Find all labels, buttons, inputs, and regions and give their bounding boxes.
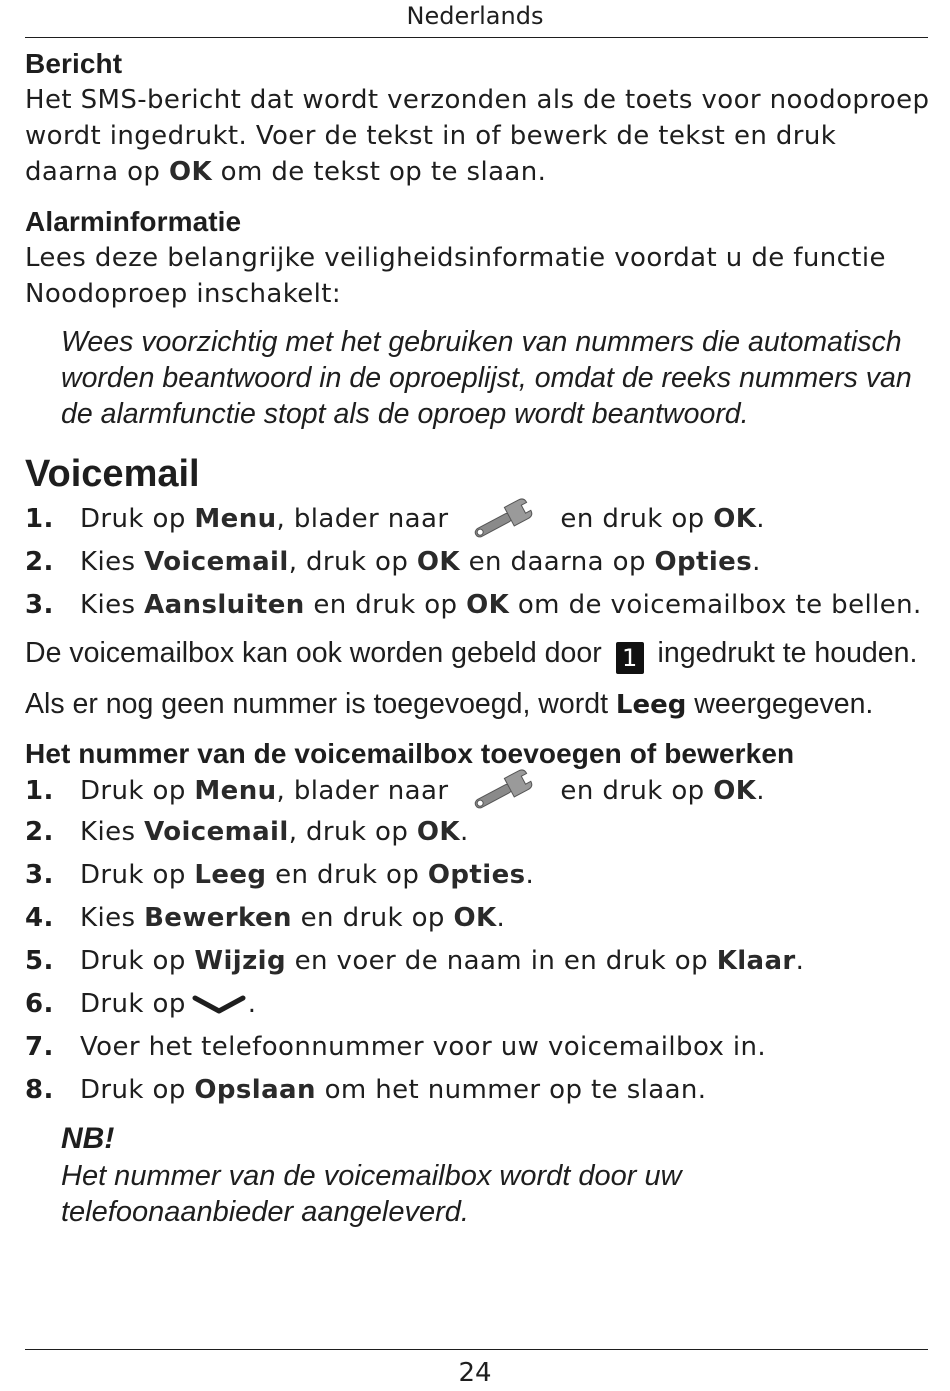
step-text: Druk op	[80, 989, 186, 1019]
step-text: en daarna op	[459, 547, 655, 577]
list-item	[25, 541, 930, 584]
opslaan-keyword: Opslaan	[194, 1075, 316, 1105]
klaar-keyword: Klaar	[716, 946, 796, 976]
ok-keyword: OK	[453, 903, 497, 933]
step-text: Druk op	[80, 946, 195, 976]
chevron-down-icon	[192, 995, 246, 1015]
step-text: .	[459, 817, 469, 847]
hold-text-1: De voicemailbox kan ook worden gebeld door	[25, 637, 610, 669]
empty-number-paragraph	[25, 686, 930, 723]
list-item	[25, 584, 930, 627]
list-item	[25, 897, 930, 940]
step-number: 8.	[25, 1075, 54, 1105]
list-item	[25, 811, 930, 854]
list-item	[25, 1069, 930, 1112]
step-text: Druk op	[80, 860, 195, 890]
step-number: 3.	[25, 590, 54, 620]
menu-keyword: Menu	[194, 504, 277, 534]
step-text: , druk op	[288, 547, 417, 577]
ok-keyword: OK	[713, 504, 757, 534]
voicemail-heading: Voicemail	[25, 453, 200, 495]
aansluiten-keyword: Aansluiten	[144, 590, 305, 620]
header-divider	[25, 37, 928, 38]
step-text: , druk op	[288, 817, 417, 847]
nb-heading: NB!	[61, 1122, 115, 1155]
step-number: 5.	[25, 946, 54, 976]
list-item	[25, 1026, 930, 1069]
ok-keyword: OK	[416, 817, 460, 847]
hold-key-paragraph	[25, 635, 930, 674]
bericht-paragraph	[25, 82, 930, 190]
step-text: Kies	[80, 817, 145, 847]
step-text: .	[756, 504, 765, 534]
leeg-keyword: Leeg	[194, 860, 267, 890]
ok-keyword: OK	[416, 547, 460, 577]
step-text: en druk op	[560, 504, 714, 534]
step-text: om het nummer op te slaan.	[315, 1075, 707, 1105]
list-item	[25, 940, 930, 983]
key-1-icon: 1	[616, 642, 644, 674]
page-content	[25, 46, 930, 1230]
step-text: om de voicemailbox te bellen.	[509, 590, 922, 620]
step-text: Kies	[80, 903, 145, 933]
list-item	[25, 498, 930, 541]
step-text: .	[247, 989, 257, 1019]
step-number: 1.	[25, 504, 54, 534]
bericht-heading: Bericht	[25, 48, 123, 79]
step-text: Druk op	[80, 1075, 195, 1105]
step-number: 7.	[25, 1032, 54, 1062]
step-text: Kies	[80, 590, 145, 620]
step-text: en druk op	[291, 903, 454, 933]
voicemail-steps	[25, 498, 930, 627]
step-text: Kies	[80, 547, 145, 577]
step-text: Druk op	[80, 504, 195, 534]
step-text: , blader naar	[276, 776, 449, 806]
bewerken-keyword: Bewerken	[144, 903, 292, 933]
step-number: 3.	[25, 860, 54, 890]
menu-keyword: Menu	[194, 776, 277, 806]
alarm-warning-note: Wees voorzichtig met het gebruiken van nummers die automatisch worden beantwoord in de oproeplijst, omdat de reeks nummers van de alarmfunctie stopt als de oproep wordt beantwoord.	[61, 326, 912, 430]
step-number: 6.	[25, 989, 54, 1019]
alarm-paragraph: Lees deze belangrijke veiligheidsinformatie voordat u de functie Noodoproep inschakelt:	[25, 243, 886, 309]
list-item	[25, 771, 930, 811]
opties-keyword: Opties	[654, 547, 753, 577]
wijzig-keyword: Wijzig	[194, 946, 286, 976]
voicemail-keyword: Voicemail	[144, 547, 289, 577]
edit-steps	[25, 771, 930, 1112]
step-number: 2.	[25, 817, 54, 847]
step-text: en druk op	[266, 860, 428, 890]
hold-text-2: ingedrukt te houden.	[649, 637, 918, 669]
page-number: 24	[458, 1358, 492, 1388]
step-text: .	[795, 946, 805, 976]
ok-keyword: OK	[466, 590, 510, 620]
ok-keyword: OK	[713, 776, 757, 806]
step-text: , blader naar	[276, 504, 449, 534]
step-text: .	[756, 776, 765, 806]
step-text: .	[752, 547, 761, 577]
step-number: 4.	[25, 903, 54, 933]
nb-text: Het nummer van de voicemailbox wordt door uw telefoonaanbieder aangeleverd.	[61, 1160, 682, 1228]
step-text: en druk op	[304, 590, 467, 620]
step-text: en voer de naam in en druk op	[285, 946, 717, 976]
wrench-icon	[466, 767, 538, 815]
alarm-heading: Alarminformatie	[25, 206, 242, 237]
bericht-text-2: om de tekst op te slaan.	[212, 157, 547, 187]
wrench-icon	[466, 496, 538, 544]
step-text: Voer het telefoonnummer voor uw voicemailbox in.	[80, 1032, 767, 1062]
list-item	[25, 983, 930, 1026]
bericht-text-1: Het SMS-bericht dat wordt verzonden als de toets voor noodoproep wordt ingedrukt. Voer de tekst in of bewerk de tekst en druk daarna op	[25, 85, 930, 187]
step-text: .	[496, 903, 506, 933]
voicemail-keyword: Voicemail	[144, 817, 289, 847]
edit-heading: Het nummer van de voicemailbox toevoegen of bewerken	[25, 738, 795, 769]
step-number: 1.	[25, 776, 54, 806]
footer-divider	[25, 1349, 928, 1350]
list-item	[25, 854, 930, 897]
step-text: Druk op	[80, 776, 195, 806]
step-text: .	[525, 860, 535, 890]
ok-keyword: OK	[168, 157, 213, 187]
empty-text-1: Als er nog geen nummer is toegevoegd, wordt	[25, 688, 616, 720]
step-text: en druk op	[560, 776, 714, 806]
step-number: 2.	[25, 547, 54, 577]
leeg-keyword: Leeg	[615, 690, 687, 720]
empty-text-2: weergegeven.	[686, 688, 874, 720]
opties-keyword: Opties	[427, 860, 526, 890]
page-header-language: Nederlands	[406, 2, 544, 30]
